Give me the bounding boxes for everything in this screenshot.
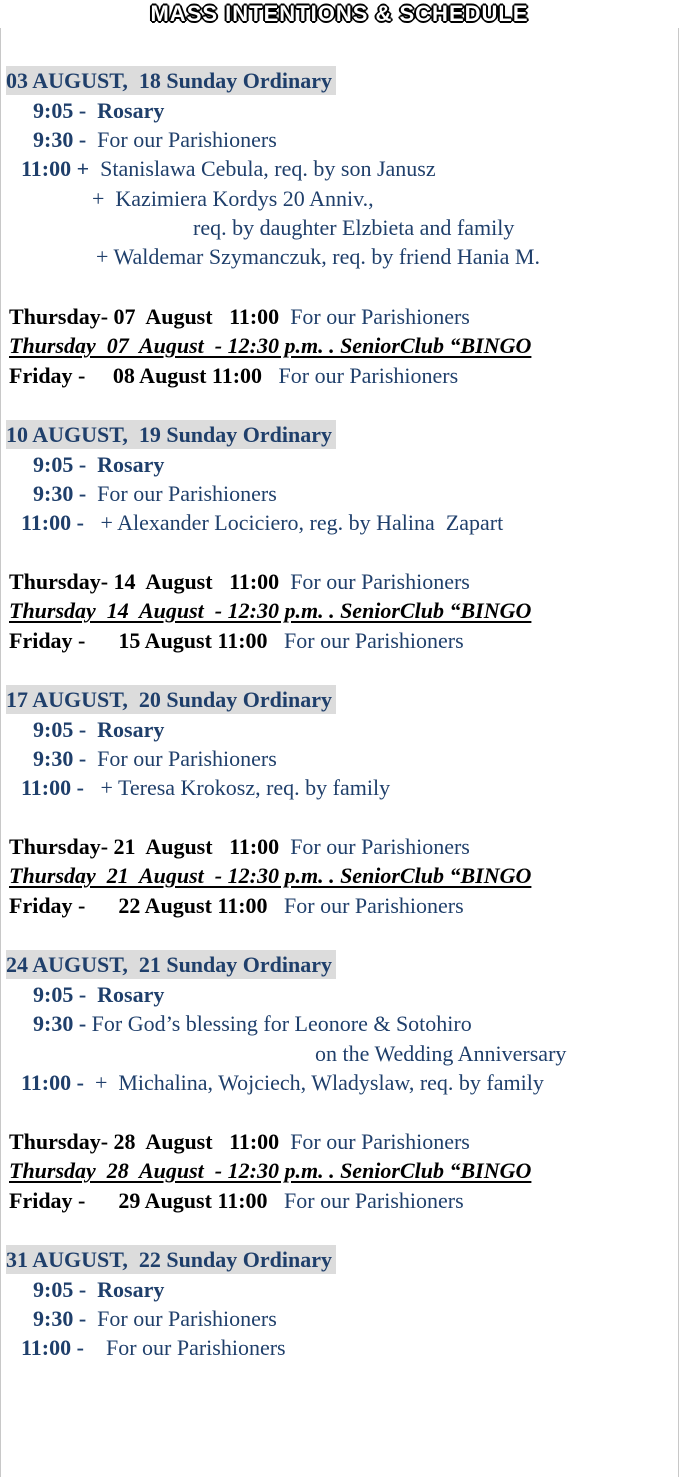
mass-entry-0930: 9:30 - For our Parishioners	[33, 127, 277, 152]
friday-mass: Friday - 08 August 11:00 For our Parishioners	[9, 363, 459, 388]
friday-mass: Friday - 29 August 11:00 For our Parishioners	[9, 1188, 464, 1213]
mass-entry-1100: 11:00 + Stanislawa Cebula, req. by son Janusz	[21, 156, 436, 181]
senior-club-bingo: Thursday 07 August - 12:30 p.m. . SeniorClub “BINGO	[9, 333, 532, 358]
section-heading: 10 AUGUST, 19 Sunday Ordinary	[6, 420, 336, 449]
mass-entry-0930: 9:30 - For our Parishioners	[33, 746, 277, 771]
mass-entry-0905: 9:05 - Rosary	[33, 1277, 165, 1302]
mass-entry-0905: 9:05 - Rosary	[33, 98, 165, 123]
friday-mass: Friday - 15 August 11:00 For our Parishioners	[9, 628, 464, 653]
thursday-mass: Thursday- 07 August 11:00 For our Parishioners	[9, 304, 470, 329]
senior-club-bingo: Thursday 14 August - 12:30 p.m. . SeniorClub “BINGO	[9, 598, 532, 623]
intention-line: on the Wedding Anniversary	[315, 1041, 567, 1066]
mass-entry-1100: 11:00 - + Alexander Lociciero, reg. by Halina Zapart	[21, 510, 504, 535]
mass-entry-1100: 11:00 - For our Parishioners	[21, 1335, 286, 1360]
thursday-mass: Thursday- 21 August 11:00 For our Parishioners	[9, 834, 470, 859]
mass-entry-0905: 9:05 - Rosary	[33, 982, 165, 1007]
mass-entry-0930: 9:30 - For our Parishioners	[33, 481, 277, 506]
mass-entry-0930: 9:30 - For our Parishioners	[33, 1306, 277, 1331]
thursday-mass: Thursday- 14 August 11:00 For our Parishioners	[9, 569, 470, 594]
senior-club-bingo: Thursday 28 August - 12:30 p.m. . SeniorClub “BINGO	[9, 1158, 532, 1183]
intention-line: + Kazimiera Kordys 20 Anniv.,	[92, 186, 374, 211]
senior-club-bingo: Thursday 21 August - 12:30 p.m. . SeniorClub “BINGO	[9, 863, 532, 888]
mass-entry-0905: 9:05 - Rosary	[33, 717, 165, 742]
mass-entry-0905: 9:05 - Rosary	[33, 452, 165, 477]
friday-mass: Friday - 22 August 11:00 For our Parishioners	[9, 893, 464, 918]
page-title: MASS INTENTIONS & SCHEDULE	[150, 1, 529, 26]
intention-line: + Waldemar Szymanczuk, req. by friend Hania M.	[96, 244, 540, 269]
mass-entry-0930: 9:30 - For God’s blessing for Leonore & Sotohiro	[33, 1011, 472, 1036]
section-heading: 31 AUGUST, 22 Sunday Ordinary	[6, 1245, 336, 1274]
thursday-mass: Thursday- 28 August 11:00 For our Parishioners	[9, 1129, 470, 1154]
section-heading: 03 AUGUST, 18 Sunday Ordinary	[6, 66, 336, 95]
section-heading: 24 AUGUST, 21 Sunday Ordinary	[6, 950, 336, 979]
mass-entry-1100: 11:00 - + Teresa Krokosz, req. by family	[21, 775, 391, 800]
mass-entry-1100: 11:00 - + Michalina, Wojciech, Wladyslaw, req. by family	[21, 1070, 544, 1095]
section-heading: 17 AUGUST, 20 Sunday Ordinary	[6, 685, 336, 714]
intention-line: req. by daughter Elzbieta and family	[193, 215, 515, 240]
